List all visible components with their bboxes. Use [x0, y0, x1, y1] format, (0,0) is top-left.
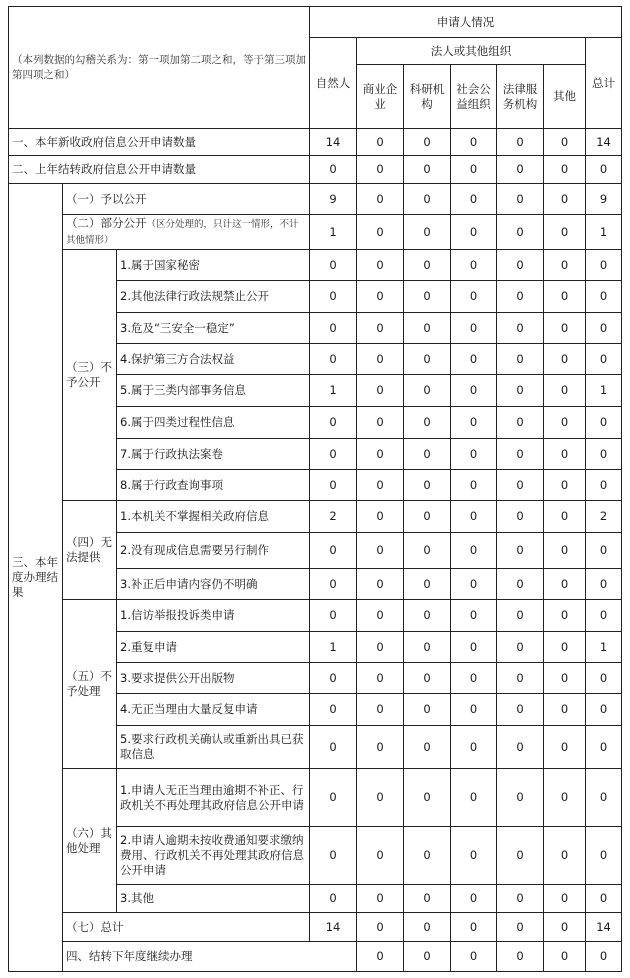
row-label: 6.属于四类过程性信息 — [117, 407, 310, 439]
row-label: 8.属于行政查询事项 — [117, 470, 310, 501]
public-welfare-org-header: 社会公益组织 — [451, 65, 497, 129]
cell-value: 0 — [544, 885, 586, 913]
cell-value: 0 — [357, 769, 404, 827]
group-label: （五）不予处理 — [63, 600, 117, 769]
cell-value: 0 — [404, 632, 451, 663]
cell-value: 1 — [586, 632, 622, 663]
cell-value: 0 — [404, 827, 451, 885]
cell-value: 0 — [586, 407, 622, 439]
cell-value: 0 — [451, 184, 497, 215]
table-row — [9, 769, 622, 827]
cell-value: 0 — [404, 600, 451, 632]
cell-value: 0 — [544, 375, 586, 407]
cell-value: 9 — [310, 184, 357, 215]
cell-value: 0 — [310, 313, 357, 344]
group-label: （三）不予公开 — [63, 250, 117, 501]
other-org-header: 其他 — [544, 65, 586, 129]
table-row — [9, 184, 622, 215]
row-label: 3.危及“三安全一稳定” — [117, 313, 310, 344]
cell-value: 0 — [310, 769, 357, 827]
group-label: （六）其他处理 — [63, 769, 117, 913]
cell-value: 14 — [586, 129, 622, 156]
cell-value: 0 — [310, 533, 357, 569]
cell-value: 1 — [586, 375, 622, 407]
cell-value: 0 — [310, 663, 357, 694]
cell-value: 0 — [451, 375, 497, 407]
cell-value: 0 — [544, 156, 586, 184]
cell-value: 0 — [357, 215, 404, 250]
row-label: 2.没有现成信息需要另行制作 — [117, 533, 310, 569]
cell-value: 1 — [310, 632, 357, 663]
cell-value: 0 — [586, 250, 622, 281]
row-label: 二、上年结转政府信息公开申请数量 — [9, 156, 310, 184]
cell-value: 0 — [451, 569, 497, 600]
cell-value: 0 — [451, 407, 497, 439]
row-label: 3.补正后申请内容仍不明确 — [117, 569, 310, 600]
cell-value: 0 — [451, 470, 497, 501]
cell-value: 0 — [586, 769, 622, 827]
cell-value: 0 — [586, 533, 622, 569]
row-label: 3.其他 — [117, 885, 310, 913]
cell-value: 0 — [357, 250, 404, 281]
cell-value: 0 — [451, 942, 497, 972]
row-label: 1.属于国家秘密 — [117, 250, 310, 281]
cell-value: 0 — [544, 663, 586, 694]
cell-value: 0 — [404, 885, 451, 913]
table-row — [9, 156, 622, 184]
cell-value: 0 — [497, 632, 544, 663]
cell-value: 0 — [544, 726, 586, 769]
row-label: 2.重复申请 — [117, 632, 310, 663]
cell-value: 0 — [310, 439, 357, 470]
row-label: 3.要求提供公开出版物 — [117, 663, 310, 694]
legal-service-org-header: 法律服务机构 — [497, 65, 544, 129]
cell-value: 0 — [497, 470, 544, 501]
cell-value: 0 — [310, 726, 357, 769]
cell-value: 0 — [404, 344, 451, 375]
cell-value: 0 — [404, 215, 451, 250]
cell-value: 0 — [451, 726, 497, 769]
total-header: 总计 — [586, 38, 622, 129]
cell-value: 0 — [451, 156, 497, 184]
cell-value: 0 — [497, 694, 544, 726]
table-row — [9, 942, 622, 972]
cell-value: 0 — [404, 129, 451, 156]
cell-value: 2 — [310, 501, 357, 533]
cell-value: 0 — [544, 694, 586, 726]
cell-value: 0 — [544, 600, 586, 632]
cell-value: 0 — [544, 470, 586, 501]
cell-value: 0 — [497, 769, 544, 827]
cell-value: 0 — [497, 344, 544, 375]
cell-value: 0 — [586, 694, 622, 726]
cell-value: 0 — [497, 942, 544, 972]
cell-value: 0 — [544, 407, 586, 439]
table-row — [9, 250, 622, 281]
group-label: （四）无法提供 — [63, 501, 117, 600]
row-label: 5.要求行政机关确认或重新出具已获取信息 — [117, 726, 310, 769]
cell-value: 0 — [404, 313, 451, 344]
cell-value: 0 — [586, 942, 622, 972]
table-row — [9, 913, 622, 942]
row-label: 5.属于三类内部事务信息 — [117, 375, 310, 407]
cell-value: 0 — [586, 600, 622, 632]
cell-value: 0 — [586, 313, 622, 344]
row-label: 一、本年新收政府信息公开申请数量 — [9, 129, 310, 156]
cell-value: 0 — [404, 569, 451, 600]
cell-value: 0 — [586, 344, 622, 375]
cell-value: 0 — [451, 913, 497, 942]
cell-value: 0 — [544, 313, 586, 344]
cell-value: 0 — [544, 533, 586, 569]
cell-value: 0 — [357, 942, 404, 972]
legal-group-header: 法人或其他组织 — [357, 38, 586, 65]
cell-value: 0 — [404, 769, 451, 827]
cell-value: 0 — [451, 215, 497, 250]
partial-disclosure-note: （区分处理的，只计这一情形，不计其他情形） — [66, 219, 299, 246]
cell-value: 0 — [310, 885, 357, 913]
cell-value: 0 — [357, 600, 404, 632]
cell-value: 0 — [497, 281, 544, 313]
cell-value: 0 — [404, 470, 451, 501]
row-label: 1.信访举报投诉类申请 — [117, 600, 310, 632]
research-institution-header: 科研机构 — [404, 65, 451, 129]
cell-value: 0 — [451, 885, 497, 913]
cell-value: 0 — [497, 439, 544, 470]
cell-value: 0 — [497, 129, 544, 156]
cell-value: 1 — [310, 215, 357, 250]
cell-value: 0 — [404, 501, 451, 533]
cell-value: 0 — [310, 694, 357, 726]
row-label: 1.本机关不掌握相关政府信息 — [117, 501, 310, 533]
cell-value: 0 — [497, 663, 544, 694]
row-label: 4.无正当理由大量反复申请 — [117, 694, 310, 726]
cell-value: 0 — [357, 407, 404, 439]
row-label: 4.保护第三方合法权益 — [117, 344, 310, 375]
cell-value: 0 — [451, 533, 497, 569]
cell-value: 0 — [544, 769, 586, 827]
table-row — [9, 215, 622, 250]
cell-value: 0 — [357, 913, 404, 942]
cell-value: 0 — [451, 769, 497, 827]
cell-value: 0 — [357, 569, 404, 600]
cell-value: 0 — [357, 439, 404, 470]
cell-value: 0 — [586, 439, 622, 470]
cell-value: 0 — [544, 439, 586, 470]
cell-value: 0 — [451, 694, 497, 726]
row-label: 2.其他法律行政法规禁止公开 — [117, 281, 310, 313]
cell-value: 14 — [586, 913, 622, 942]
cell-value: 0 — [357, 129, 404, 156]
cell-value: 0 — [544, 344, 586, 375]
cell-value: 1 — [586, 215, 622, 250]
row-label: （七）总计 — [63, 913, 310, 942]
table-row — [9, 600, 622, 632]
cell-value: 0 — [310, 470, 357, 501]
cell-value: 0 — [497, 569, 544, 600]
cell-value: 0 — [497, 184, 544, 215]
cell-value: 0 — [451, 501, 497, 533]
cell-value: 0 — [497, 600, 544, 632]
cell-value: 0 — [357, 501, 404, 533]
cell-value: 0 — [451, 250, 497, 281]
applicant-situation-header: 申请人情况 — [310, 7, 622, 38]
cell-value: 0 — [451, 663, 497, 694]
cell-value: 0 — [404, 439, 451, 470]
cell-value: 0 — [544, 281, 586, 313]
cell-value: 0 — [404, 407, 451, 439]
cell-value: 0 — [497, 885, 544, 913]
cell-value: 0 — [310, 600, 357, 632]
cell-value: 0 — [404, 250, 451, 281]
cell-value: 0 — [357, 632, 404, 663]
cell-value: 0 — [586, 156, 622, 184]
cell-value: 0 — [544, 215, 586, 250]
cell-value: 0 — [310, 156, 357, 184]
cell-value: 0 — [404, 663, 451, 694]
cell-value: 0 — [544, 913, 586, 942]
cell-value: 0 — [404, 156, 451, 184]
row-label: 四、结转下年度继续办理 — [63, 942, 357, 972]
cell-value: 0 — [497, 407, 544, 439]
cell-value: 0 — [497, 726, 544, 769]
cell-value: 0 — [310, 344, 357, 375]
cell-value: 0 — [451, 129, 497, 156]
cell-value: 0 — [586, 726, 622, 769]
cell-value: 0 — [404, 184, 451, 215]
cell-value: 0 — [544, 942, 586, 972]
row-label: 2.申请人逾期未按收费通知要求缴纳费用、行政机关不再处理其政府信息公开申请 — [117, 827, 310, 885]
cell-value: 0 — [451, 439, 497, 470]
row-label: 7.属于行政执法案卷 — [117, 439, 310, 470]
cell-value: 0 — [357, 184, 404, 215]
cell-value: 0 — [497, 313, 544, 344]
cell-value: 0 — [497, 156, 544, 184]
cell-value: 0 — [451, 313, 497, 344]
cell-value: 0 — [586, 470, 622, 501]
cell-value: 0 — [404, 375, 451, 407]
gov-info-disclosure-table — [8, 6, 622, 972]
cell-value: 0 — [357, 663, 404, 694]
cell-value: 0 — [404, 533, 451, 569]
cell-value: 0 — [357, 281, 404, 313]
cell-value: 0 — [586, 663, 622, 694]
cell-value: 0 — [497, 827, 544, 885]
cell-value: 0 — [451, 827, 497, 885]
cell-value: 0 — [544, 129, 586, 156]
cell-value: 0 — [586, 281, 622, 313]
cell-value: 0 — [357, 694, 404, 726]
row-label: 1.申请人无正当理由逾期不补正、行政机关不再处理其政府信息公开申请 — [117, 769, 310, 827]
cell-value: 0 — [357, 726, 404, 769]
cell-value: 0 — [497, 913, 544, 942]
cell-value: 14 — [310, 913, 357, 942]
row-label: （一）予以公开 — [63, 184, 310, 215]
cell-value: 0 — [404, 913, 451, 942]
section-3-label: 三、本年度办理结果 — [9, 184, 63, 972]
cell-value: 9 — [586, 184, 622, 215]
cell-value: 0 — [310, 569, 357, 600]
cell-value: 0 — [497, 533, 544, 569]
cell-value: 0 — [357, 885, 404, 913]
cell-value: 0 — [451, 632, 497, 663]
cell-value: 0 — [404, 726, 451, 769]
cell-value: 0 — [357, 470, 404, 501]
cell-value: 0 — [310, 250, 357, 281]
header-row-1 — [9, 7, 622, 38]
partial-disclosure-label: （二）部分公开 — [66, 216, 147, 230]
cell-value: 0 — [451, 281, 497, 313]
cell-value: 0 — [310, 281, 357, 313]
table-row — [9, 501, 622, 533]
cell-value: 0 — [310, 407, 357, 439]
business-enterprise-header: 商业企业 — [357, 65, 404, 129]
cell-value: 0 — [404, 281, 451, 313]
cell-value: 0 — [404, 694, 451, 726]
cell-value: 0 — [544, 501, 586, 533]
cell-value: 0 — [544, 632, 586, 663]
cell-value: 0 — [586, 827, 622, 885]
cell-value: 0 — [357, 533, 404, 569]
cell-value: 0 — [310, 827, 357, 885]
cell-value: 14 — [310, 129, 357, 156]
cell-value: 0 — [357, 313, 404, 344]
cell-value: 0 — [357, 344, 404, 375]
table-row — [9, 129, 622, 156]
reconciliation-note: （本列数据的勾稽关系为：第一项加第二项之和，等于第三项加第四项之和） — [9, 7, 310, 129]
cell-value: 0 — [404, 942, 451, 972]
cell-value: 0 — [451, 344, 497, 375]
cell-value: 2 — [586, 501, 622, 533]
cell-value: 0 — [544, 827, 586, 885]
cell-value: 0 — [497, 215, 544, 250]
cell-value: 0 — [357, 827, 404, 885]
cell-value: 0 — [544, 569, 586, 600]
natural-person-header: 自然人 — [310, 38, 357, 129]
cell-value: 0 — [544, 250, 586, 281]
cell-value: 0 — [357, 375, 404, 407]
cell-value: 0 — [497, 250, 544, 281]
cell-value: 0 — [544, 184, 586, 215]
cell-value: 0 — [497, 501, 544, 533]
cell-value: 0 — [451, 600, 497, 632]
cell-value: 0 — [357, 156, 404, 184]
cell-value: 1 — [310, 375, 357, 407]
row-label — [63, 215, 310, 250]
cell-value: 0 — [497, 375, 544, 407]
cell-value: 0 — [586, 569, 622, 600]
cell-value: 0 — [586, 885, 622, 913]
